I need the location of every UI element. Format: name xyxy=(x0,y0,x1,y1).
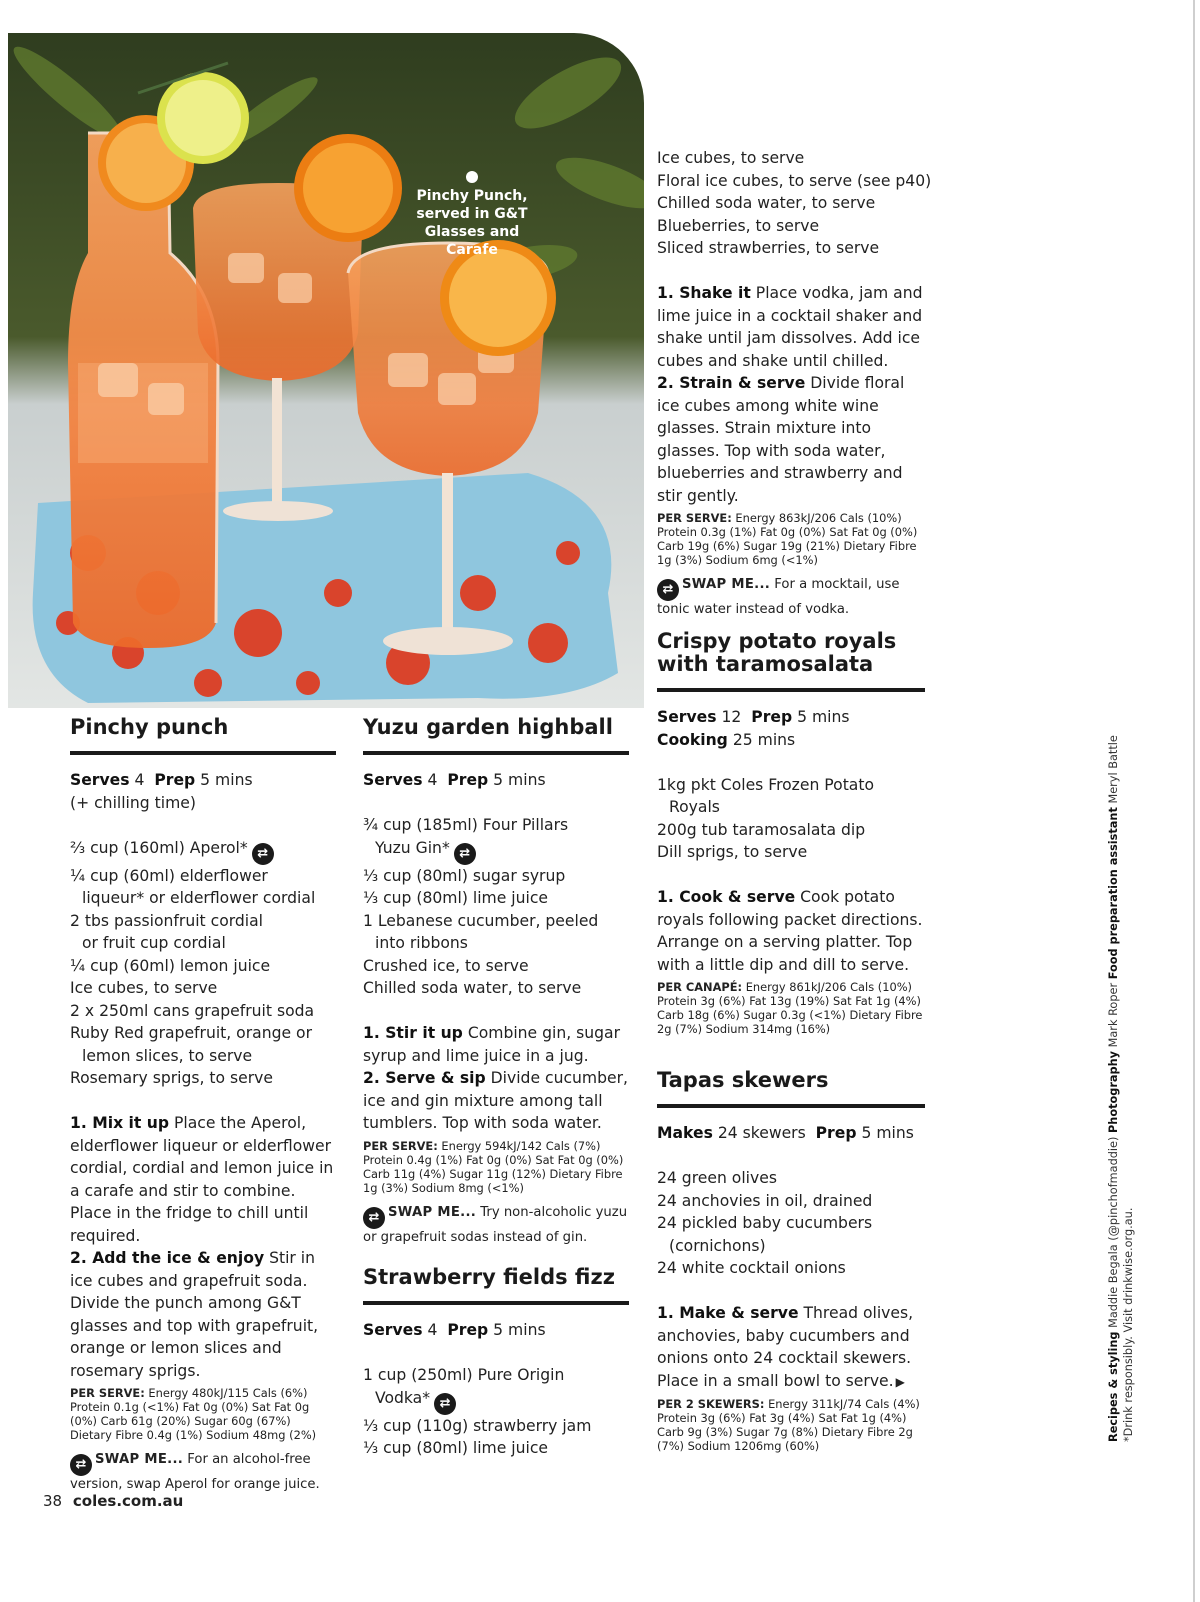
credit-value: Maddie Begala (@pinchofmaddie) xyxy=(1107,1136,1120,1328)
swap-label: SWAP ME... xyxy=(682,577,771,592)
ingredient: 200g tub taramosalata dip xyxy=(657,820,866,839)
method-step xyxy=(657,282,925,372)
serves-label: Serves xyxy=(363,771,423,789)
yuzu-recipe xyxy=(363,716,629,1247)
page-number: 38 xyxy=(43,1492,63,1510)
nutrition-text: Energy 311kJ/74 Cals (4%) Protein 3g (6%) Fat 3g (4%) Sat Fat 1g (4%) Carb 9g (3%) Sugar 7g (8%) Dietary Fibre 2g (7%) Sodium 1206mg (60%) xyxy=(657,1397,920,1453)
step-text: Combine gin, sugar syrup and lime juice in a jug. xyxy=(363,1024,621,1065)
method-step xyxy=(657,372,925,507)
swap-text: For an alcohol-free version, swap Aperol for orange juice. xyxy=(70,1452,320,1492)
step-label: 2. Strain & serve xyxy=(657,374,806,392)
ingredient: 2 tbs passionfruit cordial xyxy=(70,911,263,930)
swap-arrows-icon: ⇄ xyxy=(70,1454,92,1476)
nutrition-label: PER SERVE: xyxy=(363,1138,438,1153)
drinks-illustration xyxy=(8,33,644,708)
caption-dot xyxy=(466,171,478,183)
photo-caption-text: Pinchy Punch, served in G&T Glasses and Carafe xyxy=(416,188,528,258)
credits-line xyxy=(1106,722,1121,1442)
recipe-title: Yuzu garden highball xyxy=(363,716,629,755)
method-step xyxy=(70,1112,336,1247)
swap-arrows-icon: ⇄ xyxy=(252,843,274,865)
cooking-value: 25 mins xyxy=(732,730,796,749)
page-edge-line xyxy=(1193,0,1195,1602)
prep-label: Prep xyxy=(751,708,793,726)
ingredient: (cornichons) xyxy=(669,1236,766,1255)
ingredient: 1kg pkt Coles Frozen Potato xyxy=(657,775,875,794)
nutrition-text: Energy 863kJ/206 Cals (10%) Protein 0.3g (1%) Fat 0g (0%) Sat Fat 0g (0%) Carb 19g (6%) Sugar 19g (21%) Dietary Fibre 1g (3%) Sodium 6mg (<1%) xyxy=(657,511,918,567)
credits xyxy=(1106,722,1136,1442)
step-text: Place vodka, jam and lime juice in a cocktail shaker and shake until jam dissolves. Add ice cubes and shake until chilled. xyxy=(657,284,923,370)
serves-value: 4 xyxy=(427,771,438,789)
ingredient: or fruit cup cordial xyxy=(82,934,226,952)
pinchy-punch-recipe xyxy=(70,716,336,1495)
page-footer xyxy=(43,1492,183,1510)
recipe-title: Strawberry fields fizz xyxy=(363,1266,629,1305)
potato-royals-recipe xyxy=(657,630,925,1036)
ingredient: ⅓ cup (110g) strawberry jam xyxy=(363,1416,592,1435)
makes-value: 24 skewers xyxy=(717,1124,806,1142)
serves-value: 12 xyxy=(721,708,742,726)
ingredient: Chilled soda water, to serve xyxy=(363,979,582,997)
ingredient xyxy=(363,837,629,865)
swap-text: Try non-alcoholic yuzu or grapefruit sodas instead of gin. xyxy=(363,1204,628,1245)
swap-arrows-icon: ⇄ xyxy=(363,1207,385,1229)
nutrition-info xyxy=(70,1386,336,1442)
makes-label: Makes xyxy=(657,1124,713,1142)
strawberry-recipe xyxy=(363,1266,629,1460)
site-link[interactable]: coles.com.au xyxy=(72,1492,184,1510)
ingredient-text: ⅔ cup (160ml) Aperol* xyxy=(70,838,248,857)
swap-tip xyxy=(657,576,925,620)
swap-label: SWAP ME... xyxy=(388,1204,477,1220)
nutrition-text: Energy 594kJ/142 Cals (7%) Protein 0.4g (1%) Fat 0g (0%) Sat Fat 0g (0%) Carb 11g (4%) Sugar 11g (12%) Dietary Fibre 1g (3%) Sodium 8mg (<1%) xyxy=(363,1138,624,1195)
ingredient: 2 x 250ml cans grapefruit soda xyxy=(70,1001,315,1020)
step-label: 1. Cook & serve xyxy=(657,888,796,906)
prep-value: 5 mins xyxy=(797,708,850,726)
nutrition-label: PER SERVE: xyxy=(657,511,732,525)
ingredient: Ice cubes, to serve xyxy=(657,149,805,167)
triangle-right-icon: ▶ xyxy=(895,1374,905,1389)
step-label: 1. Stir it up xyxy=(363,1024,463,1042)
swap-text: For a mocktail, use tonic water instead of vodka. xyxy=(657,577,900,617)
ingredient: Dill sprigs, to serve xyxy=(657,843,808,861)
step-text: Stir in ice cubes and grapefruit soda. Divide the punch among G&T glasses and top with grapefruit, orange or lemon slices and rosemary sprigs. xyxy=(70,1249,319,1380)
ingredient: into ribbons xyxy=(375,934,468,952)
prep-label: Prep xyxy=(447,1321,489,1339)
ingredient: 24 green olives xyxy=(657,1169,777,1187)
cooking-line xyxy=(657,729,925,752)
ingredient: 1 cup (250ml) Pure Origin xyxy=(363,1366,565,1384)
nutrition-info xyxy=(657,1397,925,1453)
ingredient: liqueur* or elderflower cordial xyxy=(82,889,316,907)
method-step xyxy=(70,1247,336,1382)
ingredient: Ruby Red grapefruit, orange or xyxy=(70,1024,312,1042)
photo-caption xyxy=(410,171,534,259)
step-label: 1. Mix it up xyxy=(70,1114,170,1132)
swap-label: SWAP ME... xyxy=(95,1452,184,1467)
nutrition-label: PER SERVE: xyxy=(70,1386,145,1400)
ingredient: ⅓ cup (80ml) lime juice xyxy=(363,889,548,907)
prep-value: 5 mins xyxy=(200,771,253,789)
serves-label: Serves xyxy=(70,771,130,789)
ingredient: Chilled soda water, to serve xyxy=(657,194,876,212)
ingredient: Royals xyxy=(669,798,720,816)
step-text: Thread olives, anchovies, baby cucumbers and onions onto 24 cocktail skewers. Place in a small bowl to serve. xyxy=(657,1304,914,1390)
ingredient: Floral ice cubes, to serve (see p40) xyxy=(657,171,932,190)
recipe-title: Pinchy punch xyxy=(70,716,336,755)
ingredient: 1 Lebanese cucumber, peeled xyxy=(363,911,599,930)
swap-tip xyxy=(363,1204,629,1248)
credit-value: Mark Roper xyxy=(1107,982,1120,1048)
step-label: 2. Serve & sip xyxy=(363,1069,486,1087)
nutrition-info xyxy=(363,1139,629,1195)
credit-value: Meryl Battle xyxy=(1107,735,1120,804)
nutrition-info xyxy=(657,511,925,567)
prep-label: Prep xyxy=(447,771,489,789)
nutrition-text: Energy 480kJ/115 Cals (6%) Protein 0.1g (<1%) Fat 0g (0%) Sat Fat 0g (0%) Carb 61g (20%) Sugar 60g (67%) Dietary Fibre 0.4g (1%) Sodium 48mg (2%) xyxy=(70,1386,317,1442)
credit-label: Recipes & styling xyxy=(1107,1331,1120,1442)
step-text: Divide cucumber, ice and gin mixture among tall tumblers. Top with soda water. xyxy=(363,1069,628,1132)
prep-label: Prep xyxy=(154,771,196,789)
ingredient: ¼ cup (60ml) lemon juice xyxy=(70,956,271,975)
swap-tip xyxy=(70,1451,336,1495)
ingredient: ⅓ cup (80ml) sugar syrup xyxy=(363,866,566,885)
recipe-title: Tapas skewers xyxy=(657,1069,925,1108)
swap-arrows-icon: ⇄ xyxy=(454,843,476,865)
ingredient: ⅓ cup (80ml) lime juice xyxy=(363,1439,548,1457)
serves-line xyxy=(657,706,925,729)
ingredient: Ice cubes, to serve xyxy=(70,979,218,997)
recipe-title-line: Crispy potato royals xyxy=(657,629,897,653)
prep-value: 5 mins xyxy=(493,771,546,789)
drink-responsibly-note: *Drink responsibly. Visit drinkwise.org.au. xyxy=(1122,1207,1135,1442)
ingredient xyxy=(363,1387,629,1415)
ingredient xyxy=(70,837,336,865)
swap-arrows-icon: ⇄ xyxy=(434,1393,456,1415)
ingredient-text: Yuzu Gin* xyxy=(375,838,450,857)
nutrition-text: Energy 861kJ/206 Cals (10%) Protein 3g (6%) Fat 13g (19%) Sat Fat 1g (4%) Carb 18g (6%) Sugar 0.3g (<1%) Dietary Fibre 2g (7%) Sodium 314mg (16%) xyxy=(657,980,923,1036)
swap-arrows-icon: ⇄ xyxy=(657,579,679,601)
method-step xyxy=(657,886,925,976)
recipe-title-line: with taramosalata xyxy=(657,652,874,676)
nutrition-info xyxy=(657,980,925,1036)
ingredient-text: Vodka* xyxy=(375,1388,431,1407)
tapas-skewers-recipe xyxy=(657,1069,925,1453)
prep-value: 5 mins xyxy=(493,1321,546,1339)
serves-line xyxy=(363,1319,629,1342)
nutrition-label: PER 2 SKEWERS: xyxy=(657,1397,765,1411)
ingredient: Crushed ice, to serve xyxy=(363,956,529,975)
ingredient: ¾ cup (185ml) Four Pillars xyxy=(363,816,569,834)
step-text: Divide floral ice cubes among white wine glasses. Strain mixture into glasses. Top with soda water, blueberries and strawberry and stir gently. xyxy=(657,374,905,505)
serves-label: Serves xyxy=(363,1321,423,1339)
credit-label: Food preparation assistant xyxy=(1107,807,1120,980)
recipe-title xyxy=(657,630,925,692)
makes-line xyxy=(657,1122,925,1145)
ingredient: lemon slices, to serve xyxy=(82,1046,253,1065)
drinks-photo xyxy=(8,33,644,708)
step-text: Cook potato royals following packet directions. Arrange on a serving platter. Top with a little dip and dill to serve. xyxy=(657,888,923,974)
serves-line xyxy=(70,769,336,792)
nutrition-label: PER CANAPÉ: xyxy=(657,980,743,994)
serves-value: 4 xyxy=(427,1321,438,1339)
serves-value: 4 xyxy=(134,771,145,789)
prep-value: 5 mins xyxy=(861,1124,914,1142)
step-label: 1. Shake it xyxy=(657,284,751,302)
step-label: 1. Make & serve xyxy=(657,1304,799,1322)
credit-label: Photography xyxy=(1107,1050,1120,1133)
strawberry-recipe-continued xyxy=(657,147,932,620)
serves-line xyxy=(363,769,629,792)
ingredient: 24 anchovies in oil, drained xyxy=(657,1191,873,1210)
serves-label: Serves xyxy=(657,708,717,726)
method-step xyxy=(363,1022,629,1067)
ingredient: Rosemary sprigs, to serve xyxy=(70,1069,274,1087)
method-step xyxy=(657,1302,925,1393)
step-text: Place the Aperol, elderflower liqueur or elderflower cordial, cordial and lemon juice in a carafe and stir to combine. Place in the fridge to chill until required. xyxy=(70,1114,334,1245)
ingredient: 24 pickled baby cucumbers xyxy=(657,1214,873,1232)
ingredient: Sliced strawberries, to serve xyxy=(657,239,880,257)
ingredient: 24 white cocktail onions xyxy=(657,1259,846,1277)
cooking-label: Cooking xyxy=(657,730,728,749)
prep-note: (+ chilling time) xyxy=(70,793,196,812)
prep-label: Prep xyxy=(815,1124,857,1142)
method-step xyxy=(363,1067,629,1135)
ingredient: Blueberries, to serve xyxy=(657,216,820,235)
step-label: 2. Add the ice & enjoy xyxy=(70,1249,265,1267)
ingredient: ¼ cup (60ml) elderflower xyxy=(70,866,268,885)
